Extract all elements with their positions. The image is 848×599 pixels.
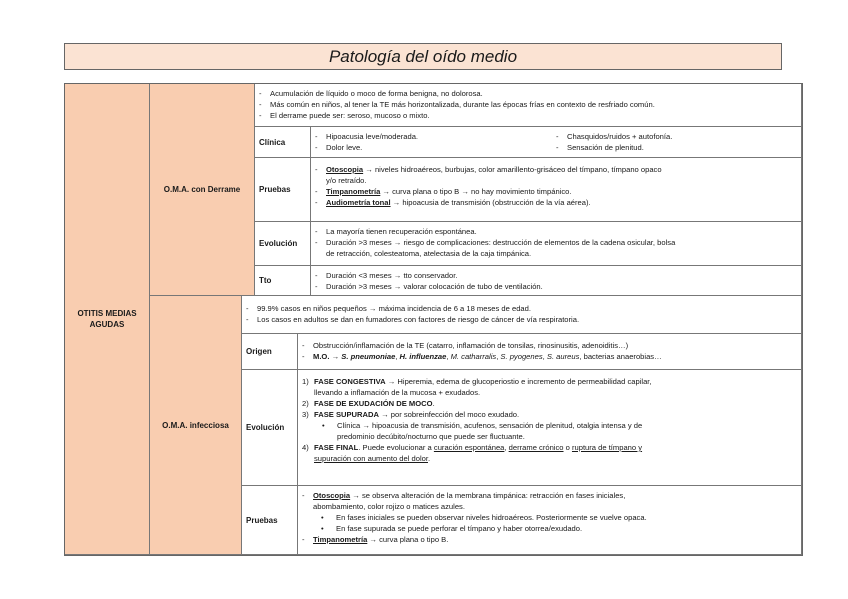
- list-item: - El derrame puede ser: seroso, mucoso o mixto.: [259, 111, 430, 120]
- list-item: - Duración >3 meses → riesgo de complicaciones: destrucción de elementos de la cadena osicular, bolsa: [315, 238, 676, 247]
- list-item: 2) FASE DE EXUDACIÓN DE MOCO.: [302, 399, 435, 408]
- label-origen: Origen: [242, 334, 298, 370]
- label-clinica: Clínica: [255, 127, 311, 158]
- page-title: Patología del oído medio: [64, 43, 782, 70]
- list-item: • En fases iniciales se pueden observar niveles hidroaéreos. Posteriormente se vuelve opaca.: [321, 513, 647, 522]
- list-item: - Sensación de plenitud.: [556, 143, 644, 152]
- list-item: - Duración >3 meses → valorar colocación de tubo de ventilación.: [315, 282, 543, 291]
- list-item: - Timpanometría → curva plana o tipo B.: [302, 535, 449, 544]
- pruebas-derrame-content: - Otoscopia → niveles hidroaéreos, burbujas, color amarillento-grisáceo del tímpano, tímpano opaco y/o retraído. - Timpanometría → curva plana o tipo B → no hay movimiento timpánico. - Audiometría tonal → hipoacusia de transmisión (obstrucción de la vía aérea).: [311, 158, 802, 222]
- label-evolucion-derrame: Evolución: [255, 222, 311, 266]
- subtype-infecciosa: O.M.A. infecciosa: [150, 296, 242, 555]
- list-item: - La mayoría tienen recuperación espontánea.: [315, 227, 477, 236]
- origen-content: [298, 334, 802, 370]
- evolucion-infecciosa-content: 1) FASE CONGESTIVA → Hiperemia, edema de glucoperiostio e incremento de permeabilidad capilar, llevando a inflamación de la mucosa + exudados. 2) FASE DE EXUDACIÓN DE MOCO. 3) FASE SUPURADA → por sobreinfección del moco exudado. • Clínica → hipoacusia de transmisión, acufenos, sensación de plenitud, otalgia intensa y de predominio decúbito/nocturno que puede ser fluctuante. 4) FASE FINAL. Puede evolucionar a curación espontánea, derrame crónico o ruptura de tímpano y supuración con aumento del dolor.: [298, 370, 802, 486]
- label-pruebas-derrame: Pruebas: [255, 158, 311, 222]
- disease-label: OTITIS MEDIAS AGUDAS: [65, 84, 150, 555]
- label-pruebas-infecciosa: Pruebas: [242, 486, 298, 555]
- list-item: - Acumulación de líquido o moco de forma benigna, no dolorosa.: [259, 89, 483, 98]
- list-item: - Duración <3 meses → tto conservador.: [315, 271, 458, 280]
- list-item: - Obstrucción/inflamación de la TE (catarro, inflamación de tonsilas, rinosinusitis, adenoiditis…): [302, 341, 629, 350]
- list-item: - 99.9% casos en niños pequeños → máxima incidencia de 6 a 18 meses de edad.: [246, 304, 531, 313]
- derrame-intro: [255, 84, 802, 127]
- infecciosa-intro: [242, 296, 802, 334]
- list-item: - Audiometría tonal → hipoacusia de transmisión (obstrucción de la vía aérea).: [315, 198, 591, 207]
- list-item: - Dolor leve.: [315, 143, 363, 152]
- label-tto: Tto: [255, 266, 311, 296]
- label-evolucion-infecciosa: Evolución: [242, 370, 298, 486]
- pathology-table: [64, 83, 803, 556]
- list-item: - Chasquidos/ruidos + autofonía.: [556, 132, 673, 141]
- list-item: - Otoscopia → se observa alteración de la membrana timpánica: retracción en fases iniciales,: [302, 491, 626, 500]
- list-item: - Hipoacusia leve/moderada.: [315, 132, 419, 141]
- list-item: - Timpanometría → curva plana o tipo B → no hay movimiento timpánico.: [315, 187, 572, 196]
- clinica-content: [311, 127, 802, 158]
- pruebas-infecciosa-content: - Otoscopia → se observa alteración de la membrana timpánica: retracción en fases iniciales, abombamiento, color rojizo o matices azules. • En fases iniciales se pueden observar niveles hidroaéreos. Posteriormente se vuelve opaca. • En fase supurada se puede perforar el tímpano y haber otorrea/exudado. - Timpanometría → curva plana o tipo B.: [298, 486, 802, 555]
- list-item: - Los casos en adultos se dan en fumadores con factores de riesgo de cáncer de vía respiratoria.: [246, 315, 580, 324]
- list-item: • Clínica → hipoacusia de transmisión, acufenos, sensación de plenitud, otalgia intensa y de: [322, 421, 643, 430]
- list-item: 1) FASE CONGESTIVA → Hiperemia, edema de glucoperiostio e incremento de permeabilidad capilar,: [302, 377, 652, 386]
- evolucion-derrame-content: - La mayoría tienen recuperación espontánea. - Duración >3 meses → riesgo de complicaciones: destrucción de elementos de la cadena osicular, bolsa de retracción, colesteatoma, atelectasia de la caja timpánica.: [311, 222, 802, 266]
- tto-content: [311, 266, 802, 296]
- list-item: - Otoscopia → niveles hidroaéreos, burbujas, color amarillento-grisáceo del tímpano, tímpano opaco: [315, 165, 662, 174]
- subtype-derrame: O.M.A. con Derrame: [150, 84, 255, 296]
- list-item: • En fase supurada se puede perforar el tímpano y haber otorrea/exudado.: [321, 524, 583, 533]
- list-item: 4) FASE FINAL. Puede evolucionar a curación espontánea, derrame crónico o ruptura de tímpano y: [302, 443, 643, 452]
- list-item: - Más común en niños, al tener la TE más horizontalizada, durante las épocas frías en contexto de resfriado común.: [259, 100, 655, 109]
- list-item: 3) FASE SUPURADA → por sobreinfección del moco exudado.: [302, 410, 520, 419]
- list-item: - M.O. → S. pneumoniae, H. influenzae, M. catharralis, S. pyogenes, S. aureus, bacterias anaerobias…: [302, 352, 662, 361]
